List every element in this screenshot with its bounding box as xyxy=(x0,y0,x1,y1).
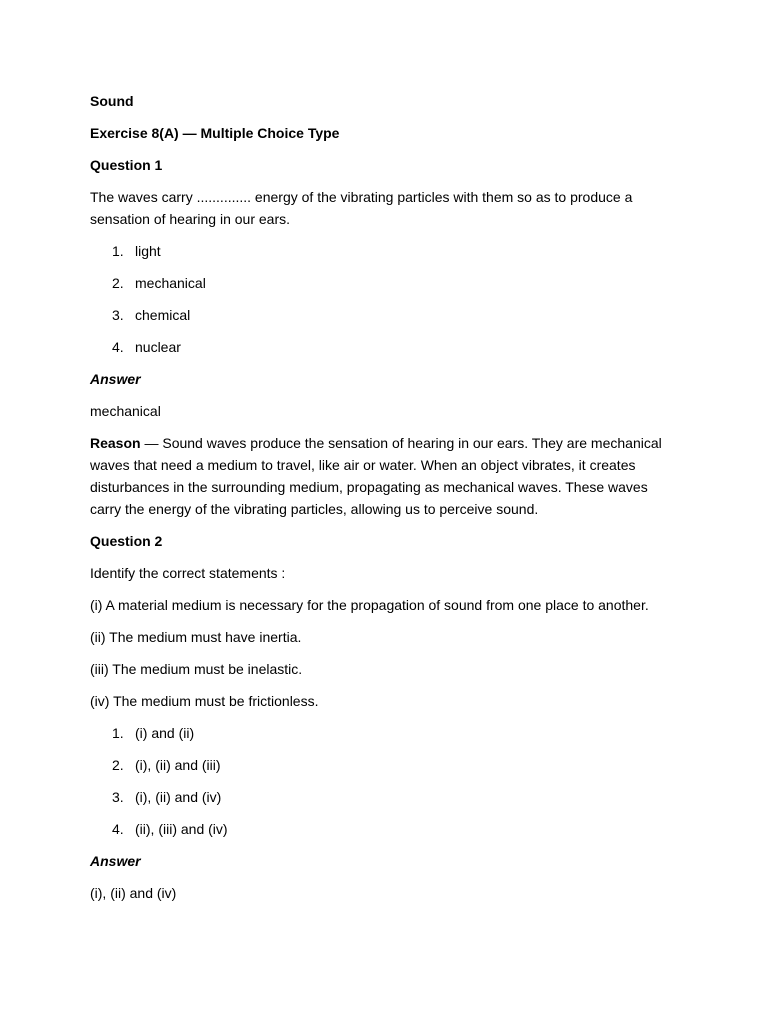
document-page xyxy=(90,90,680,914)
option-number: 3. xyxy=(112,307,124,323)
question-1-options xyxy=(90,240,680,358)
question-2-intro: Identify the correct statements : xyxy=(90,565,286,581)
option-label: light xyxy=(135,243,161,259)
question-1-option xyxy=(90,304,680,326)
option-number: 1. xyxy=(112,725,124,741)
question-2-statement: (ii) The medium must have inertia. xyxy=(90,629,302,645)
option-number: 2. xyxy=(112,275,124,291)
question-1-option xyxy=(90,240,680,262)
option-number: 1. xyxy=(112,243,124,259)
question-2-options xyxy=(90,722,680,840)
reason-label: Reason xyxy=(90,435,141,451)
option-number: 4. xyxy=(112,339,124,355)
option-number: 2. xyxy=(112,757,124,773)
question-1-option xyxy=(90,272,680,294)
reason-text: — Sound waves produce the sensation of hearing in our ears. They are mechanical waves that need a medium to travel, like air or water. When an object vibrates, it creates disturbances in the surrounding medium, propagating as mechanical waves. These waves carry the energy of the vibrating particles, allowing us to perceive sound. xyxy=(90,435,662,517)
option-label: (i) and (ii) xyxy=(135,725,195,741)
question-2-option xyxy=(90,754,680,776)
option-label: (ii), (iii) and (iv) xyxy=(135,821,228,837)
question-2-statement: (i) A material medium is necessary for the propagation of sound from one place to another. xyxy=(90,597,649,613)
question-2-option xyxy=(90,722,680,744)
question-2-statement: (iv) The medium must be frictionless. xyxy=(90,693,319,709)
option-number: 4. xyxy=(112,821,124,837)
question-2-option xyxy=(90,818,680,840)
question-2-option xyxy=(90,786,680,808)
document-title: Sound xyxy=(90,93,134,109)
question-1-heading: Question 1 xyxy=(90,157,163,173)
option-label: mechanical xyxy=(135,275,206,291)
question-2-answer-heading: Answer xyxy=(90,853,141,869)
option-label: nuclear xyxy=(135,339,181,355)
question-1-answer-heading: Answer xyxy=(90,371,141,387)
option-label: (i), (ii) and (iv) xyxy=(135,789,222,805)
exercise-heading: Exercise 8(A) — Multiple Choice Type xyxy=(90,125,340,141)
question-2-heading: Question 2 xyxy=(90,533,163,549)
option-number: 3. xyxy=(112,789,124,805)
option-label: (i), (ii) and (iii) xyxy=(135,757,221,773)
question-1-option xyxy=(90,336,680,358)
question-1-reason xyxy=(90,432,680,520)
question-2-answer: (i), (ii) and (iv) xyxy=(90,885,177,901)
question-1-answer: mechanical xyxy=(90,403,161,419)
option-label: chemical xyxy=(135,307,191,323)
question-2-statement: (iii) The medium must be inelastic. xyxy=(90,661,303,677)
question-1-text: The waves carry .............. energy of the vibrating particles with them so as to produce a sensation of hearing in our ears. xyxy=(90,189,633,227)
